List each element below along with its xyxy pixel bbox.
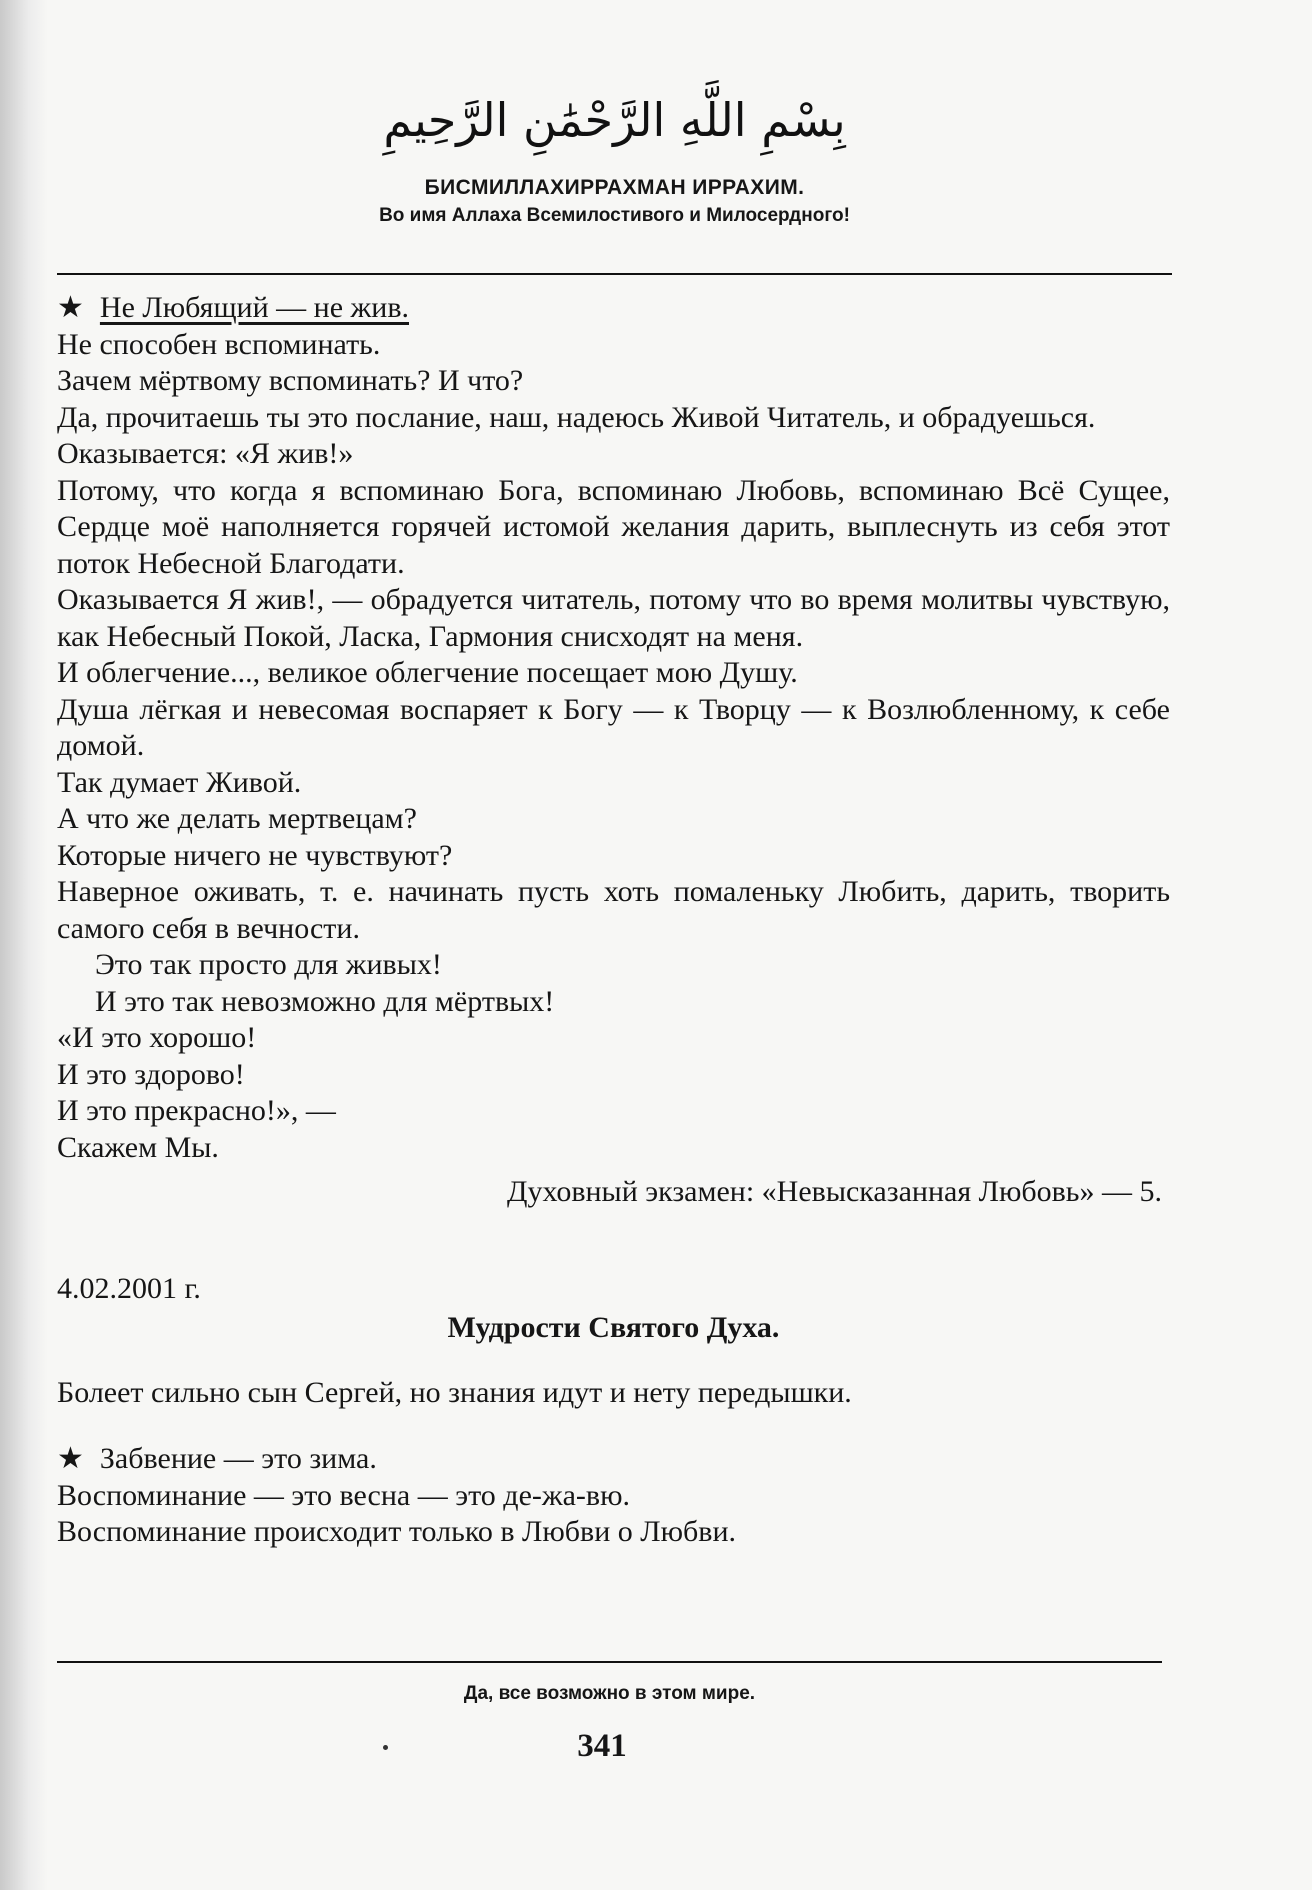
body-line: И облегчение..., великое облегчение посещает мою Душу. [57, 656, 798, 689]
body-paragraph: Оказывается Я жив!, — обрадуется читатель, потому что во время молитвы чувствую, как Небесный Покой, Ласка, Гармония снисходят на меня. [57, 583, 1170, 653]
note-line: Болеет сильно сын Сергей, но знания идут и нету передышки. [57, 1375, 852, 1409]
star-icon: ★ [57, 290, 84, 325]
footer-divider [57, 1661, 1162, 1663]
page-edge-shadow [0, 0, 48, 1890]
indented-line: И это так невозможно для мёртвых! [95, 984, 555, 1018]
body-line: А что же делать мертвецам? [57, 802, 417, 835]
body-line: Так думает Живой. [57, 765, 302, 799]
body-line: Которые ничего не чувствуют? [57, 838, 453, 872]
section-title: Мудрости Святого Духа. [447, 1311, 780, 1344]
section-heading-line [57, 290, 1170, 327]
section2-first-line [57, 1441, 1170, 1478]
entry-date: 4.02.2001 г. [57, 1271, 201, 1305]
page-header [57, 70, 1172, 227]
body-line: Не способен вспоминать. [57, 327, 381, 361]
star-icon: ★ [57, 1441, 84, 1476]
body-line: Воспоминание происходит только в Любви о Любви. [57, 1515, 737, 1548]
header-subtitle: Во имя Аллаха Всемилостивого и Милосердного! [379, 205, 850, 226]
body-paragraph: Наверное оживать, т. е. начинать пусть хоть помаленьку Любить, дарить, творить самого себя в вечности. [57, 875, 1170, 945]
closing-line: И это здорово! [57, 1057, 245, 1091]
closing-line: «И это хорошо! [57, 1021, 257, 1054]
section-heading: Не Любящий — не жив. [99, 291, 409, 324]
page-body [57, 290, 1170, 1551]
indented-line: Это так просто для живых! [95, 948, 442, 981]
body-paragraph: Да, прочитаешь ты это послание, наш, надеюсь Живой Читатель, и обрадуешься. [57, 400, 1096, 434]
body-paragraph: Потому, что когда я вспоминаю Бога, вспоминаю Любовь, вспоминаю Всё Сущее, Сердце моё наполняется горячей истомой желания дарить, выплеснуть из себя этот поток Небесной Благодати. [57, 473, 1170, 580]
closing-line: Скажем Мы. [57, 1130, 219, 1164]
body-line: Забвение — это зима. [99, 1442, 377, 1475]
running-footer: Да, все возможно в этом мире. [463, 1683, 756, 1704]
page-number: 341 [577, 1728, 627, 1764]
closing-line: И это прекрасно!», — [57, 1094, 336, 1127]
body-line: Воспоминание — это весна — это де-жа-вю. [57, 1478, 630, 1512]
body-line: Зачем мёртвому вспоминать? И что? [57, 364, 524, 397]
header-divider [57, 273, 1172, 275]
body-paragraph: Душа лёгкая и невесомая воспаряет к Богу — к Творцу — к Возлюбленному, к себе домой. [57, 692, 1170, 762]
body-line: Оказывается: «Я жив!» [57, 437, 354, 470]
header-title: БИСМИЛЛАХИРРАХМАН ИРРАХИМ. [424, 176, 805, 199]
attribution: Духовный экзамен: «Невысказанная Любовь» — 5. [507, 1175, 1162, 1208]
basmala-calligraphy: بِسْمِ اللَّهِ الرَّحْمَٰنِ الرَّحِيمِ [383, 93, 846, 147]
